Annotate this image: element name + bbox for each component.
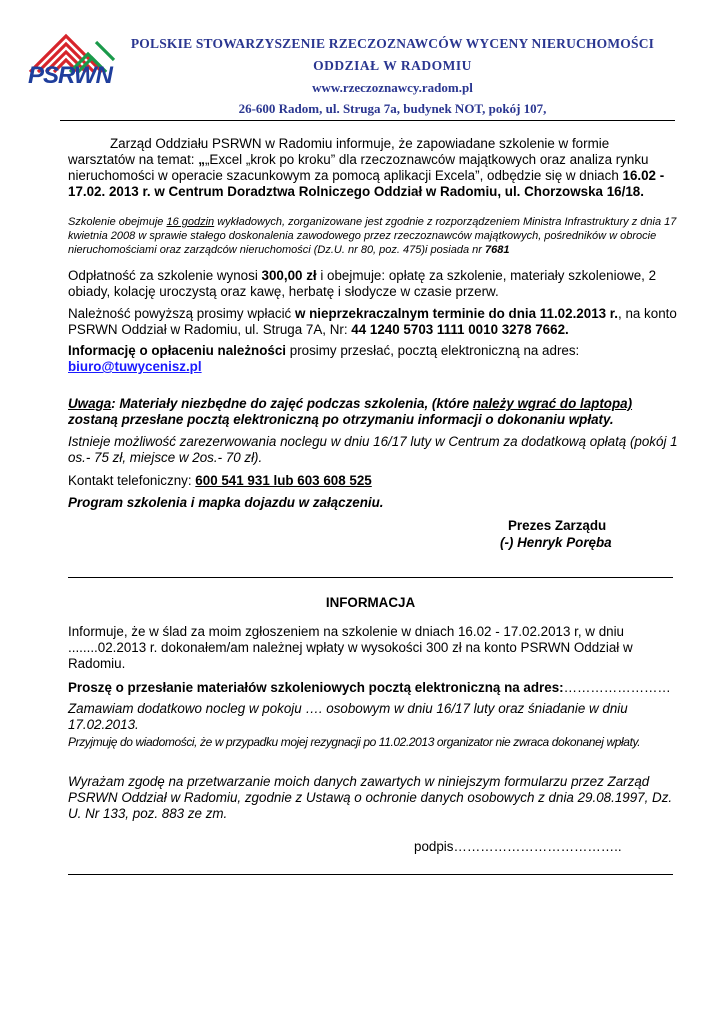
- form-cancellation-notice: Przyjmuję do wiadomości, że w przypadku mojej rezygnacji po 11.02.2013 organizator nie zwraca dokonanej wpłaty.: [68, 735, 641, 749]
- fee-details: i obejmuje: opłatę za szkolenie, materiały szkoleniowe, 2 obiady, kolację uroczystą oraz kawę, herbatę i słodycze w czasie przerw.: [68, 268, 657, 299]
- header-rule: [60, 120, 675, 121]
- address: 26-600 Radom, ul. Struga 7a, budynek NOT, pokój 107,: [238, 101, 547, 116]
- payment-paragraph: [68, 306, 678, 338]
- lodging-paragraph: Istnieje możliwość zarezerwowania noclegu w dniu 16/17 luty w Centrum za dodatkową opłatą (pokój 1 os.- 75 zł, miejsce w 2os.- 70 zł).: [68, 434, 678, 465]
- signature-title: Prezes Zarządu: [508, 518, 607, 533]
- payment-account-label: , na konto PSRWN Oddział w Radomiu, ul. Struga 7A, Nr:: [68, 306, 677, 337]
- form-data-consent: Wyrażam zgodę na przetwarzanie moich danych zawartych w niniejszym formularzu przez Zarząd PSRWN Oddział w Radomiu, zgodnie z Ustawą o ochronie danych osobowych z dnia 29.08.1997, Dz. U. Nr 133, poz. 883 ze zm.: [68, 774, 673, 821]
- training-note: [68, 215, 678, 257]
- program-note: Program szkolenia i mapka dojazdu w załączeniu.: [68, 495, 384, 510]
- form-email-blank[interactable]: ……………………: [563, 680, 671, 695]
- payment-info-rest: prosimy przesłać, pocztą elektroniczną na adres:: [286, 343, 580, 358]
- form-lodging-order: Zamawiam dodatkowo nocleg w pokoju …. osobowym w dniu 16/17 luty oraz śniadanie w dniu 17.02.2013.: [68, 701, 628, 732]
- announcement-dates-venue: 16.02 - 17.02. 2013 r. w Centrum Doradztwa Rolniczego Oddział w Radomiu, ul. Chorzowska 16/18.: [68, 168, 665, 199]
- contact-label: Kontakt telefoniczny:: [68, 473, 196, 488]
- org-name: POLSKIE STOWARZYSZENIE RZECZOZNAWCÓW WYCENY NIERUCHOMOŚCI: [130, 36, 655, 51]
- bottom-rule: [68, 874, 673, 875]
- email-link[interactable]: biuro@tuwycenisz.pl: [68, 359, 202, 374]
- signature-name: (-) Henryk Poręba: [500, 535, 612, 550]
- announcement-topic: „Excel „krok po kroku” dla rzeczoznawców majątkowych oraz analiza rynku nieruchomości w operacie szacunkowym za pomocą aplikacji Excela”, odbędzie się w dniach: [68, 152, 649, 183]
- warning-part-a: : Materiały niezbędne do zajęć podczas szkolenia, (które: [111, 396, 473, 411]
- note-hours: 16 godzin: [166, 216, 215, 228]
- psrwn-logo-text: PSRWN: [28, 62, 112, 89]
- announcement-intro: Zarząd Oddziału PSRWN w Radomiu informuje, że zapowiadane szkolenie w formie warsztatów na temat:: [68, 136, 610, 167]
- announcement-paragraph: [68, 136, 678, 200]
- form-materials-label: Proszę o przesłanie materiałów szkoleniowych pocztą elektroniczną na adres:: [68, 680, 564, 695]
- warning-label: Uwaga: [68, 396, 112, 411]
- form-materials-request: [68, 680, 678, 696]
- form-title: INFORMACJA: [325, 595, 416, 610]
- separator-rule: [68, 577, 673, 578]
- warning-part-b: zostaną przesłane pocztą elektroniczną po otrzymaniu informacji o dokonaniu wpłaty.: [68, 412, 614, 427]
- note-number: 7681: [484, 244, 510, 256]
- payment-account-number: 44 1240 5703 1111 0010 3278 7662.: [351, 322, 569, 337]
- website: www.rzeczoznawcy.radom.pl: [312, 80, 473, 95]
- branch-name: ODDZIAŁ W RADOMIU: [313, 58, 472, 73]
- announcement-topic-open: „: [198, 152, 205, 167]
- fee-intro: Odpłatność za szkolenie wynosi: [68, 268, 262, 283]
- payment-info-paragraph: [68, 343, 678, 375]
- payment-info-bold: Informację o opłaceniu należności: [68, 343, 287, 358]
- form-payment-declaration: Informuje, że w ślad za moim zgłoszeniem na szkolenie w dniach 16.02 - 17.02.2013 r, w dniu ........02.2013 r. dokonałem/am należnej wpłaty w wysokości 300 zł na konto PSRWN Oddział w Radomiu.: [68, 624, 633, 671]
- form-signature-line[interactable]: podpis………………………………..: [414, 839, 622, 854]
- note-part-a: Szkolenie obejmuje: [68, 216, 167, 228]
- warning-paragraph: [68, 396, 678, 428]
- contact-phones: 600 541 931 lub 603 608 525: [195, 473, 372, 488]
- fee-paragraph: [68, 268, 678, 300]
- contact-paragraph: [68, 473, 678, 489]
- psrwn-logo: [26, 28, 118, 96]
- payment-intro: Należność powyższą prosimy wpłacić: [68, 306, 295, 321]
- payment-deadline: w nieprzekraczalnym terminie do dnia 11.02.2013 r.: [294, 306, 618, 321]
- fee-amount: 300,00 zł: [261, 268, 317, 283]
- warning-underlined: należy wgrać do laptopa): [472, 396, 633, 411]
- note-part-b: wykładowych, zorganizowane jest zgodnie z rozporządzeniem Ministra Infrastruktury z dnia 17 kwietnia 2008 w sprawie stałego doskonalenia zawodowego przez rzeczoznawców majątkowych, pośredników w obrocie nieruchomościami oraz zarządców nieruchomości (Dz.U. nr 80, poz. 475)i posiada nr: [68, 216, 677, 256]
